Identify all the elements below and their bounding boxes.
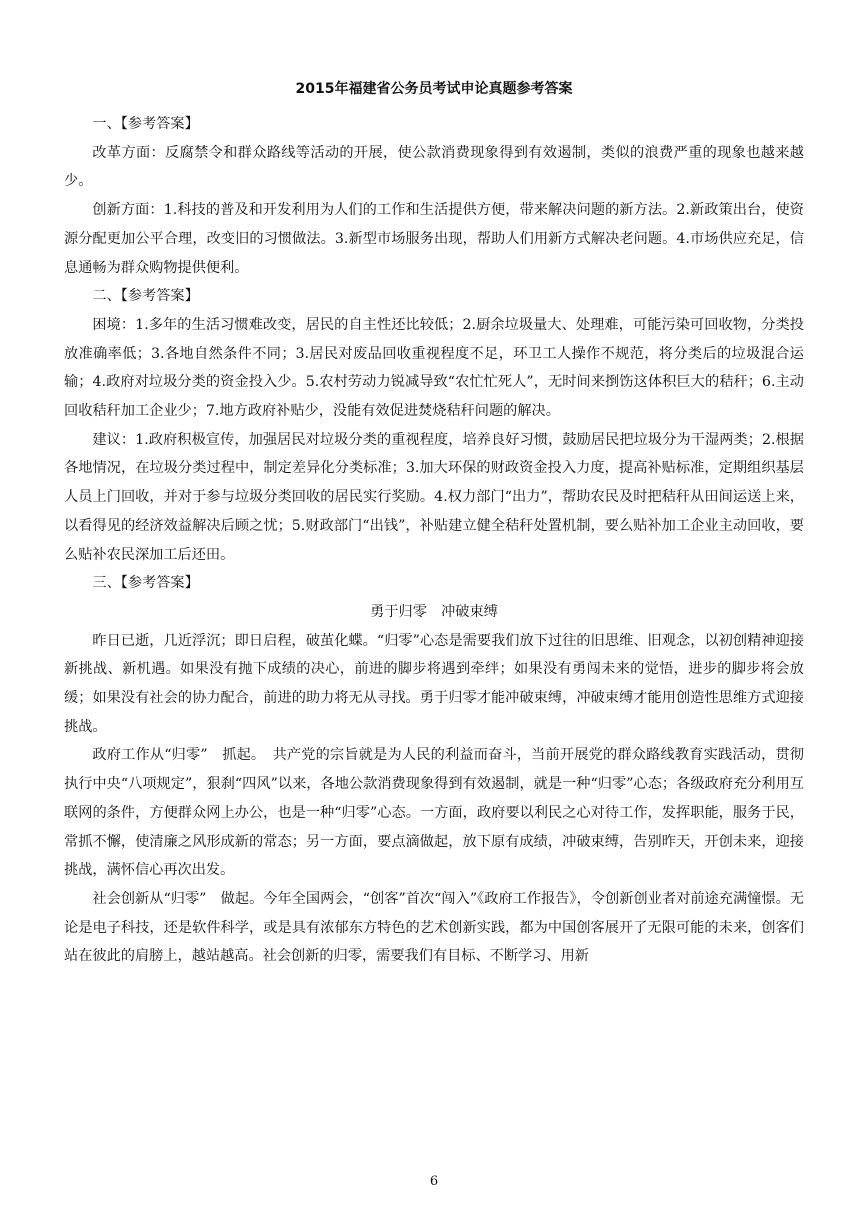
paragraph: 改革方面：反腐禁令和群众路线等活动的开展，使公款消费现象得到有效遏制，类似的浪费严重的现象也越来越少。 [64, 144, 804, 190]
section-heading: 三、【参考答案】 [92, 575, 199, 592]
document-body [64, 110, 804, 971]
paragraph: 社会创新从“归零” 做起。今年全国两会，“创客”首次“闯入”《政府工作报告》，令创新创业者对前途充满憧憬。无论是电子科技，还是软件科学，或是具有浓郁东方特色的艺术创新实践，都为中国创客展开了无限可能的未来，创客们站在彼此的肩膀上，越站越高。社会创新的归零，需要我们有目标、不断学习、用新 [64, 890, 804, 965]
paragraph: 创新方面：1.科技的普及和开发利用为人们的工作和生活提供方便，带来解决问题的新方法。2.新政策出台，使资源分配更加公平合理，改变旧的习惯做法。3.新型市场服务出现，帮助人们用新方式解决老问题。4.市场供应充足，信息通畅为群众购物提供便利。 [64, 202, 804, 276]
essay-title: 勇于归零 冲破束缚 [370, 603, 498, 620]
document-title: 2015年福建省公务员考试申论真题参考答案 [295, 81, 573, 97]
paragraph: 政府工作从“归零” 抓起。 共产党的宗旨就是为人民的利益而奋斗，当前开展党的群众路线教育实践活动，贯彻执行中央“八项规定”，狠刹“四风”以来，各地公款消费现象得到有效遏制，就是一种“归零”心态；各级政府充分利用互联网的条件，方便群众网上办公，也是一种“归零”心态。一方面，政府要以利民之心对待工作，发挥职能，服务于民，常抓不懈，使清廉之风形成新的常态；另一方面，要点滴做起，放下原有成绩，冲破束缚，告别昨天，开创未来，迎接挑战，满怀信心再次出发。 [64, 747, 804, 879]
section-heading: 一、【参考答案】 [92, 116, 199, 132]
page-number: 6 [429, 1174, 439, 1189]
paragraph: 困境：1.多年的生活习惯难改变，居民的自主性还比较低；2.厨余垃圾量大、处理难，可能污染可回收物，分类投放准确率低；3.各地自然条件不同；3.居民对废品回收重视程度不足，环卫工人操作不规范，将分类后的垃圾混合运输；4.政府对垃圾分类的资金投入少。5.农村劳动力锐减导致“农忙忙死人”，无时间来捯饬这体积巨大的秸秆；6.主动回收秸秆加工企业少；7.地方政府补贴少，没能有效促进焚烧秸秆问题的解决。 [64, 316, 804, 420]
section-heading: 二、【参考答案】 [92, 288, 199, 305]
paragraph: 昨日已逝，几近浮沉；即日启程，破茧化蝶。“归零”心态是需要我们放下过往的旧思维、旧观念，以初创精神迎接新挑战、新机遇。如果没有抛下成绩的决心，前进的脚步将遇到牵绊；如果没有勇闯未来的觉悟，进步的脚步将会放缓；如果没有社会的协力配合，前进的助力将无从寻找。勇于归零才能冲破束缚，冲破束缚才能用创造性思维方式迎接挑战。 [64, 632, 804, 735]
paragraph: 建议：1.政府积极宣传，加强居民对垃圾分类的重视程度，培养良好习惯，鼓励居民把垃圾分为干湿两类；2.根据各地情况，在垃圾分类过程中，制定差异化分类标准；3.加大环保的财政资金投入力度，提高补贴标准，定期组织基层人员上门回收，并对于参与垃圾分类回收的居民实行奖励。4.权力部门“出力”，帮助农民及时把秸秆从田间运送上来，以看得见的经济效益解决后顾之忧；5.财政部门“出钱”，补贴建立健全秸秆处置机制，要么贴补加工企业主动回收，要么贴补农民深加工后还田。 [64, 431, 804, 563]
